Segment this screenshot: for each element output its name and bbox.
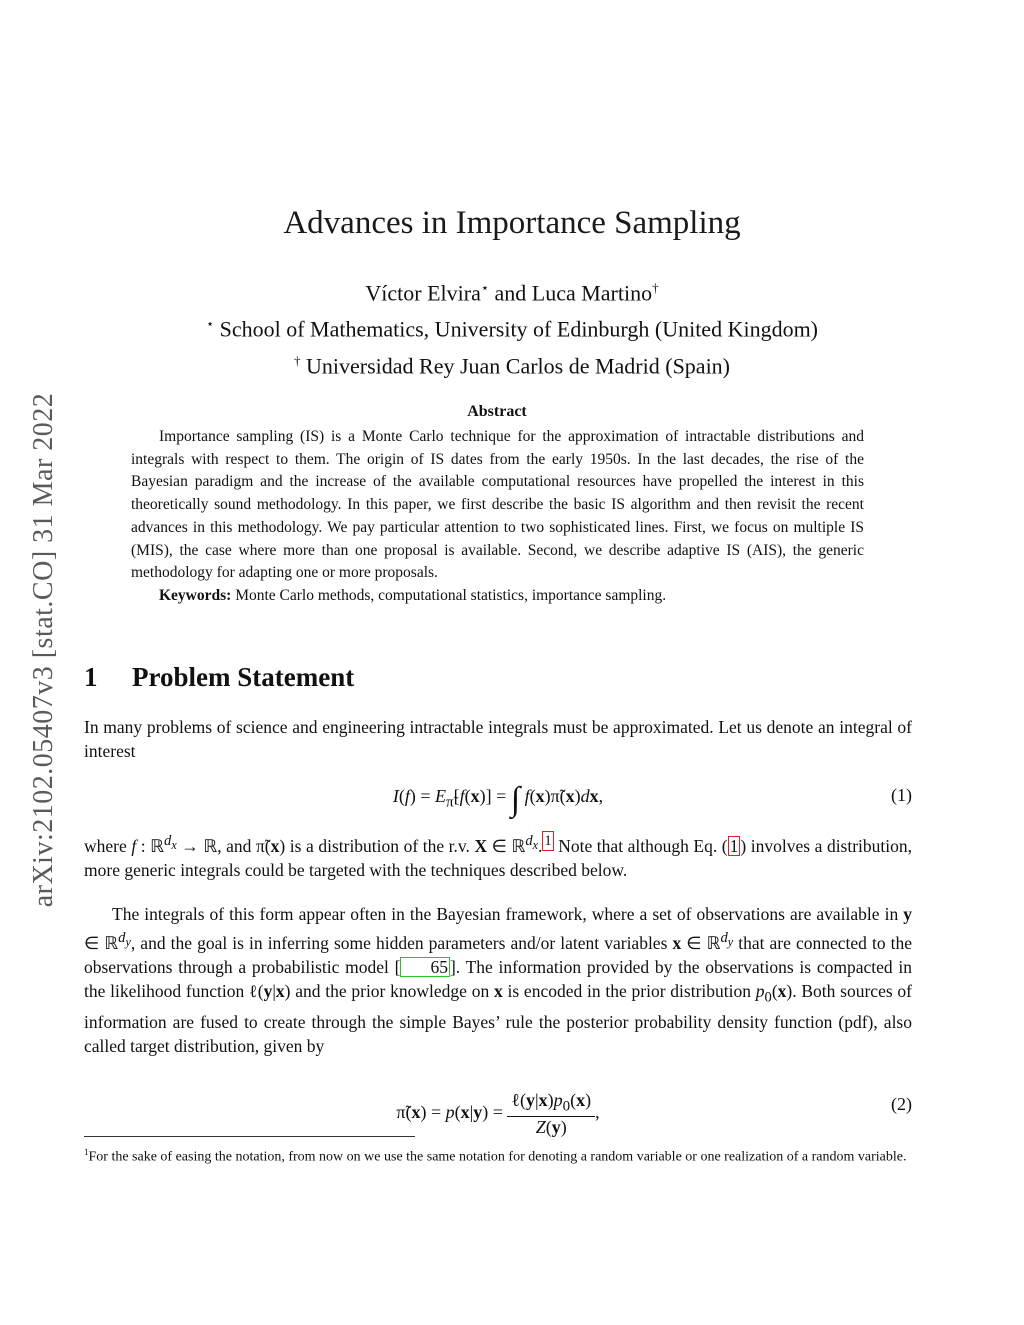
author-line: Víctor Elvira⋆ and Luca Martino† bbox=[365, 280, 659, 306]
equation-1-expression: $I(f) = E_{\pĩ}[f(x)]$ = ∫ f(x)π̃(x)dx, bbox=[392, 781, 604, 818]
equation-2 bbox=[84, 1080, 912, 1137]
equation-1 bbox=[84, 771, 912, 821]
paragraph-2: where f : ℝ$^{d_x}$ → ℝ, and π̃(x) is a distribution of the r.v. X ∈ ℝ$^{d_x}$. $^1$ Note that although Eq. ( 1 ) involves a distribution, more generic integrals could be targeted with the techniques described below. bbox=[84, 833, 913, 881]
bayes-fraction: $\frac{\ell(y|x)p_0(x)}{Z(y)}$ bbox=[507, 1090, 595, 1138]
equation-link[interactable]: 1 bbox=[729, 835, 739, 856]
paper-title: Advances in Importance Sampling bbox=[283, 205, 741, 241]
affiliation-2: † Universidad Rey Juan Carlos de Madrid (Spain) bbox=[293, 352, 731, 378]
section-heading bbox=[84, 662, 354, 693]
author-2: and Luca Martino bbox=[489, 280, 653, 306]
abstract-body bbox=[131, 426, 864, 608]
equation-1-number: (1) bbox=[891, 785, 912, 805]
paragraph-1: In many problems of science and engineering intractable integrals must be approximated. Let us denote an integral of interest bbox=[84, 717, 912, 762]
author-block bbox=[0, 272, 1024, 381]
abstract-text: Importance sampling (IS) is a Monte Carlo technique for the approximation of intractable distributions and integrals with respect to them. The origin of IS dates from the early 1950s. In the last decades, the rise of the Bayesian paradigm and the increase of the available computational resources have propelled the interest in this theoretically sound methodology. In this paper, we first describe the basic IS algorithm and then revisit the recent advances in this methodology. We pay particular attention to two sophisticated lines. First, we focus on multiple IS (MIS), the case where more than one proposal is available. Second, we describe adaptive IS (AIS), the generic methodology for adapting one or more proposals. bbox=[131, 428, 864, 582]
citation-link[interactable]: 65 bbox=[400, 957, 450, 977]
author-1: Víctor Elvira bbox=[365, 280, 481, 306]
paragraph-3: The integrals of this form appear often in the Bayesian framework, where a set of observations are available in y ∈ ℝ$^{d_y}$, and the goal is in inferring some hidden parameters and/or latent variables x ∈ ℝ$^{d_y}$ that are connected to the observations through a probabilistic model [ 65 ]. The information provided by the observations is compacted in the likelihood function ℓ(y|x) and the prior knowledge on x is encoded in the prior distribution $p_0(x)$. Both sources of information are fused to create through the simple Bayes’ rule the posterior probability density function (pdf), also called target distribution, given by bbox=[84, 904, 913, 1057]
keywords-label: Keywords: bbox=[159, 586, 232, 604]
footnote bbox=[84, 1142, 912, 1168]
footnote-divider bbox=[84, 1136, 415, 1137]
arxiv-identifier: arXiv:2102.05407v3 [stat.CO] 31 Mar 2022 bbox=[28, 392, 59, 908]
equation-2-number: (2) bbox=[891, 1094, 912, 1114]
equation-2-expression: π̃(x) = p(x|y) = $\frac{\ell(y|x)p_0(x)}{Z(y)}$ , bbox=[396, 1090, 600, 1137]
keywords-text: Monte Carlo methods, computational statistics, importance sampling. bbox=[235, 586, 667, 604]
section-number: 1 bbox=[84, 662, 98, 692]
keywords-line bbox=[131, 585, 864, 608]
footnote-link[interactable]: 1 bbox=[544, 833, 552, 849]
abstract-heading: Abstract bbox=[467, 403, 527, 420]
affiliation-1: ⋆ School of Mathematics, University of Edinburgh (United Kingdom) bbox=[205, 316, 819, 342]
footnote-text: For the sake of easing the notation, from now on we use the same notation for denoting a random variable or one realization of a random variable. bbox=[88, 1149, 907, 1165]
footnote-mark: 1 bbox=[84, 1147, 89, 1157]
section-title: Problem Statement bbox=[132, 662, 355, 692]
